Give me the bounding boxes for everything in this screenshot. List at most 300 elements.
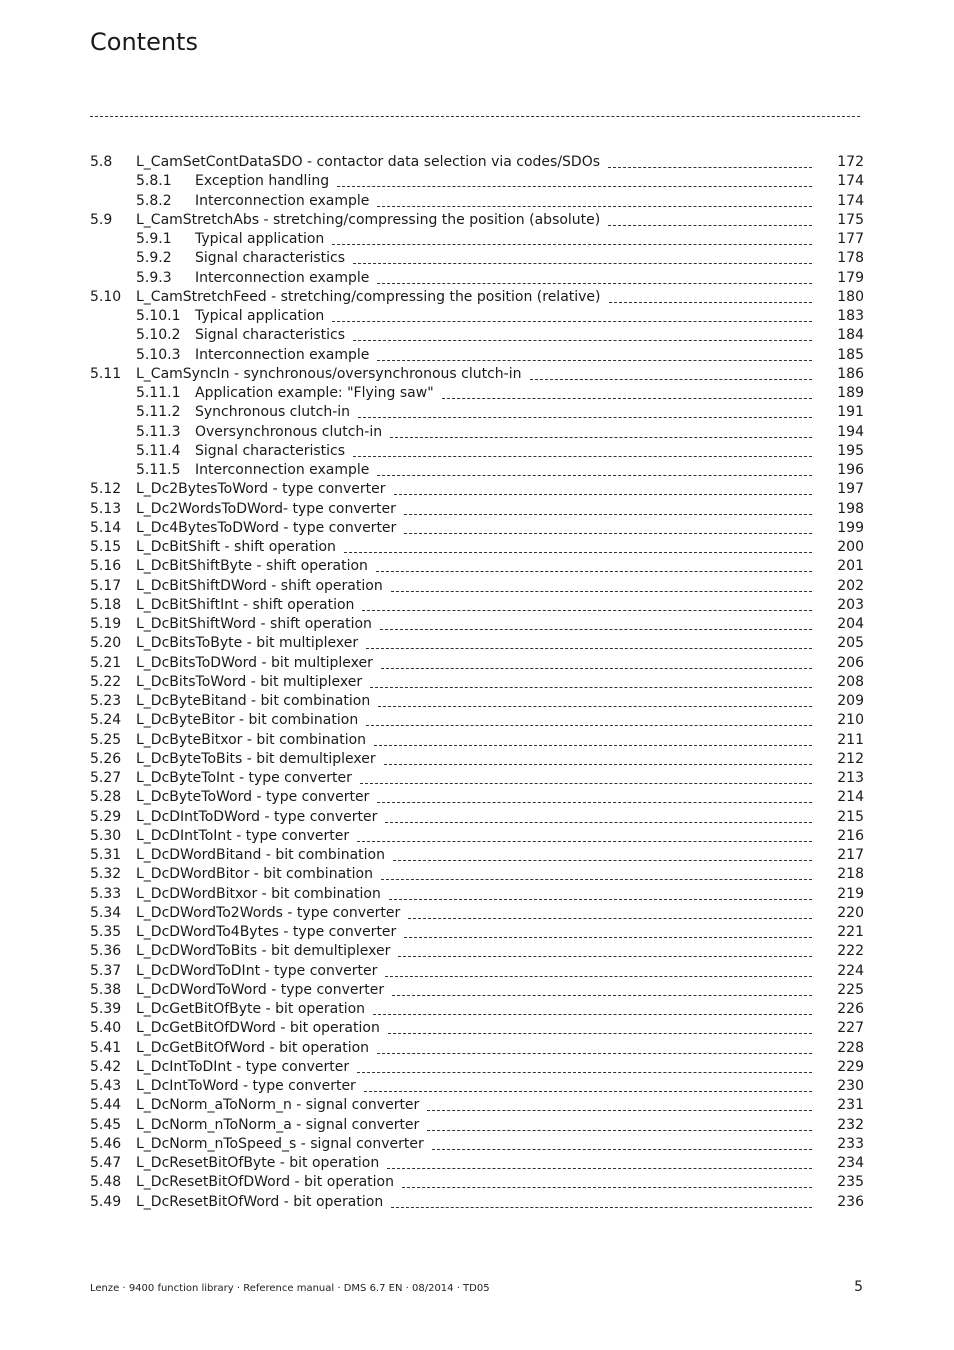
toc-entry-title[interactable]: Interconnection example xyxy=(195,192,377,211)
toc-entry-title[interactable]: L_DcIntToWord - type converter xyxy=(136,1077,364,1096)
toc-entry[interactable] xyxy=(90,288,864,307)
toc-entry-title[interactable]: L_DcByteBitxor - bit combination xyxy=(136,731,374,750)
toc-entry[interactable] xyxy=(90,1193,864,1212)
toc-entry[interactable] xyxy=(90,269,864,288)
toc-entry-title-wrap xyxy=(136,596,812,615)
toc-entry-title-wrap xyxy=(136,942,812,961)
toc-entry[interactable] xyxy=(90,1000,864,1019)
toc-entry-number: 5.13 xyxy=(90,500,122,517)
toc-entry-title[interactable]: L_DcResetBitOfDWord - bit operation xyxy=(136,1173,402,1192)
toc-entry-title-wrap xyxy=(136,615,812,634)
toc-entry-number: 5.29 xyxy=(90,808,122,825)
toc-dot-leader xyxy=(404,937,812,938)
toc-entry-number: 5.11.4 xyxy=(136,442,181,459)
toc-entry-page[interactable]: 213 xyxy=(837,770,864,786)
toc-entry-number: 5.26 xyxy=(90,750,122,767)
toc-entry[interactable] xyxy=(90,365,864,384)
toc-entry-number: 5.11.2 xyxy=(136,404,181,421)
toc-dot-leader xyxy=(427,1110,812,1111)
toc-entry-title[interactable]: L_DcDIntToInt - type converter xyxy=(136,827,357,846)
toc-entry[interactable] xyxy=(90,865,864,884)
toc-entry[interactable] xyxy=(90,1173,864,1192)
toc-entry-number: 5.34 xyxy=(90,904,122,921)
toc-entry-page[interactable]: 217 xyxy=(837,847,864,863)
toc-entry[interactable] xyxy=(90,153,864,172)
toc-entry-page[interactable]: 232 xyxy=(837,1116,864,1133)
toc-entry-title[interactable]: L_DcBitShiftDWord - shift operation xyxy=(136,577,391,596)
toc-entry-title[interactable]: L_DcDWordToBits - bit demultiplexer xyxy=(136,942,398,961)
toc-entry-page[interactable]: 177 xyxy=(837,231,864,247)
toc-dot-leader xyxy=(385,976,812,977)
toc-entry-title-wrap xyxy=(136,731,812,750)
toc-entry-title-wrap xyxy=(136,865,812,884)
toc-entry[interactable] xyxy=(90,654,864,673)
toc-dot-leader xyxy=(377,206,812,207)
toc-dot-leader xyxy=(353,456,812,457)
toc-entry-title[interactable]: L_DcBitShiftWord - shift operation xyxy=(136,615,380,634)
toc-entry[interactable] xyxy=(90,615,864,634)
toc-entry-number: 5.10 xyxy=(90,288,122,305)
toc-entry[interactable] xyxy=(90,846,864,865)
toc-entry-number: 5.46 xyxy=(90,1135,122,1152)
toc-entry-number: 5.14 xyxy=(90,519,122,536)
toc-entry-title-wrap xyxy=(195,442,812,461)
toc-entry-page[interactable]: 194 xyxy=(837,423,864,440)
toc-entry-number: 5.17 xyxy=(90,577,122,594)
toc-entry[interactable] xyxy=(90,750,864,769)
toc-entry-number: 5.12 xyxy=(90,481,122,498)
toc-entry-page[interactable]: 209 xyxy=(837,693,864,709)
toc-entry-page[interactable]: 184 xyxy=(837,327,864,344)
toc-entry[interactable] xyxy=(90,538,864,557)
toc-entry-title-wrap xyxy=(136,846,812,865)
toc-entry-title[interactable]: Synchronous clutch-in xyxy=(195,403,358,422)
toc-dot-leader xyxy=(377,802,812,803)
toc-entry-number: 5.15 xyxy=(90,539,122,555)
toc-entry-number: 5.16 xyxy=(90,558,122,575)
toc-entry-title[interactable]: L_CamSetContDataSDO - contactor data selection via codes/SDOs xyxy=(136,153,608,172)
toc-entry-number: 5.30 xyxy=(90,827,122,844)
title-divider xyxy=(90,116,860,117)
toc-entry[interactable] xyxy=(90,1039,864,1058)
toc-dot-leader xyxy=(393,860,812,861)
toc-entry-title[interactable]: L_DcBitsToWord - bit multiplexer xyxy=(136,673,370,692)
toc-entry-page[interactable]: 208 xyxy=(837,673,864,690)
toc-entry[interactable] xyxy=(90,596,864,615)
toc-entry-page[interactable]: 211 xyxy=(837,731,864,748)
toc-entry-number: 5.24 xyxy=(90,712,122,729)
toc-entry-title-wrap xyxy=(136,1173,812,1192)
toc-entry-page[interactable]: 225 xyxy=(837,981,864,998)
toc-entry-title-wrap xyxy=(136,634,812,653)
toc-entry-number: 5.11 xyxy=(90,365,122,382)
toc-entry[interactable] xyxy=(90,673,864,692)
toc-entry-title[interactable]: L_DcDWordToDInt - type converter xyxy=(136,962,385,981)
toc-entry[interactable] xyxy=(90,942,864,961)
toc-dot-leader xyxy=(609,302,812,303)
toc-entry[interactable] xyxy=(90,557,864,576)
toc-entry-title-wrap xyxy=(136,365,812,384)
toc-dot-leader xyxy=(377,360,812,361)
toc-entry-title[interactable]: L_DcGetBitOfDWord - bit operation xyxy=(136,1019,388,1038)
toc-entry-page[interactable]: 172 xyxy=(837,154,864,170)
toc-entry-page[interactable]: 235 xyxy=(837,1174,864,1191)
toc-dot-leader xyxy=(353,263,812,264)
toc-entry-title[interactable]: L_DcNorm_nToNorm_a - signal converter xyxy=(136,1116,427,1135)
toc-entry-page[interactable]: 224 xyxy=(837,962,864,979)
toc-entry-title-wrap xyxy=(136,1154,812,1173)
toc-entry-title[interactable]: L_DcDWordTo4Bytes - type converter xyxy=(136,923,404,942)
toc-entry-title[interactable]: L_DcDWordBitor - bit combination xyxy=(136,865,381,884)
toc-entry-title[interactable]: Exception handling xyxy=(195,172,337,191)
toc-entry-title-wrap xyxy=(136,1096,812,1115)
toc-entry-title-wrap xyxy=(195,249,812,268)
toc-entry-page[interactable]: 179 xyxy=(837,269,864,286)
toc-entry-title[interactable]: L_DcNorm_nToSpeed_s - signal converter xyxy=(136,1135,432,1154)
toc-entry-number: 5.37 xyxy=(90,962,122,979)
toc-entry[interactable] xyxy=(90,423,864,442)
toc-entry-page[interactable]: 206 xyxy=(837,654,864,671)
toc-entry-number: 5.48 xyxy=(90,1174,122,1191)
toc-entry-page[interactable]: 236 xyxy=(837,1193,864,1210)
page-title: Contents xyxy=(90,28,198,56)
toc-entry-title-wrap xyxy=(136,750,812,769)
toc-entry-page[interactable]: 227 xyxy=(837,1020,864,1037)
toc-entry-page[interactable]: 221 xyxy=(837,924,864,940)
toc-dot-leader xyxy=(608,225,812,226)
toc-entry[interactable] xyxy=(90,885,864,904)
toc-entry-page[interactable]: 231 xyxy=(837,1097,864,1114)
toc-entry-title[interactable]: Interconnection example xyxy=(195,461,377,480)
toc-entry-title-wrap xyxy=(136,1019,812,1038)
toc-entry[interactable] xyxy=(90,1116,864,1135)
toc-entry-page[interactable]: 191 xyxy=(837,404,864,421)
toc-dot-leader xyxy=(377,283,812,284)
toc-dot-leader xyxy=(387,1168,812,1169)
toc-entry-title[interactable]: L_CamSyncIn - synchronous/oversynchronous clutch-in xyxy=(136,365,530,384)
toc-dot-leader xyxy=(608,167,812,168)
toc-dot-leader xyxy=(377,1053,812,1054)
toc-entry-page[interactable]: 196 xyxy=(837,462,864,478)
toc-entry-page[interactable]: 215 xyxy=(837,808,864,825)
toc-entry-title-wrap xyxy=(195,384,812,403)
toc-entry[interactable] xyxy=(90,346,864,365)
toc-entry[interactable] xyxy=(90,326,864,345)
toc-entry-page[interactable]: 226 xyxy=(837,1001,864,1017)
toc-dot-leader xyxy=(398,956,812,957)
toc-entry[interactable] xyxy=(90,403,864,422)
toc-entry-page[interactable]: 174 xyxy=(837,173,864,190)
toc-entry-title-wrap xyxy=(136,827,812,846)
toc-entry-number: 5.43 xyxy=(90,1078,122,1094)
toc-dot-leader xyxy=(408,918,812,919)
toc-entry-title[interactable]: L_DcGetBitOfWord - bit operation xyxy=(136,1039,377,1058)
toc-entry-title-wrap xyxy=(136,692,812,711)
toc-entry[interactable] xyxy=(90,500,864,519)
toc-dot-leader xyxy=(384,764,812,765)
toc-entry-page[interactable]: 218 xyxy=(837,866,864,883)
toc-entry-page[interactable]: 233 xyxy=(837,1135,864,1152)
toc-entry-title[interactable]: L_DcDIntToDWord - type converter xyxy=(136,808,385,827)
toc-entry[interactable] xyxy=(90,211,864,230)
toc-entry-page[interactable]: 202 xyxy=(837,577,864,594)
toc-entry-page[interactable]: 228 xyxy=(837,1039,864,1056)
toc-dot-leader xyxy=(344,552,812,553)
toc-entry-number: 5.8.2 xyxy=(136,192,172,209)
toc-entry-title[interactable]: L_DcBitShift - shift operation xyxy=(136,538,344,557)
toc-entry-number: 5.8.1 xyxy=(136,173,172,190)
toc-entry-title-wrap xyxy=(195,461,812,480)
toc-entry[interactable] xyxy=(90,788,864,807)
toc-entry[interactable] xyxy=(90,1135,864,1154)
toc-entry[interactable] xyxy=(90,923,864,942)
toc-dot-leader xyxy=(385,822,812,823)
toc-dot-leader xyxy=(404,514,812,515)
toc-dot-leader xyxy=(427,1130,812,1131)
toc-entry-number: 5.35 xyxy=(90,924,122,940)
toc-entry-page[interactable]: 219 xyxy=(837,885,864,902)
toc-entry-page[interactable]: 199 xyxy=(837,519,864,536)
toc-entry-number: 5.28 xyxy=(90,789,122,806)
toc-dot-leader xyxy=(358,417,812,418)
toc-entry-title[interactable]: L_DcResetBitOfByte - bit operation xyxy=(136,1154,387,1173)
toc-entry-page[interactable]: 212 xyxy=(837,750,864,767)
toc-entry-page[interactable]: 203 xyxy=(837,596,864,613)
toc-entry[interactable] xyxy=(90,307,864,326)
toc-entry[interactable] xyxy=(90,230,864,249)
toc-dot-leader xyxy=(376,571,812,572)
toc-entry-title[interactable]: Signal characteristics xyxy=(195,442,353,461)
toc-entry-number: 5.27 xyxy=(90,770,122,786)
toc-entry-page[interactable]: 229 xyxy=(837,1058,864,1075)
toc-entry-number: 5.9.2 xyxy=(136,250,172,267)
toc-entry-number: 5.21 xyxy=(90,654,122,671)
toc-dot-leader xyxy=(370,687,812,688)
toc-dot-leader xyxy=(432,1149,812,1150)
toc-entry-title[interactable]: L_DcDWordBitxor - bit combination xyxy=(136,885,389,904)
toc-entry-title[interactable]: Application example: "Flying saw" xyxy=(195,384,442,403)
toc-entry[interactable] xyxy=(90,577,864,596)
toc-entry-number: 5.33 xyxy=(90,885,122,902)
toc-entry-title[interactable]: L_Dc4BytesToDWord - type converter xyxy=(136,519,404,538)
toc-entry[interactable] xyxy=(90,1154,864,1173)
toc-entry-title-wrap xyxy=(195,269,812,288)
toc-entry-page[interactable]: 214 xyxy=(837,789,864,806)
toc-entry-title-wrap xyxy=(136,1039,812,1058)
toc-entry-page[interactable]: 201 xyxy=(837,558,864,575)
toc-dot-leader xyxy=(357,841,812,842)
toc-entry-number: 5.10.2 xyxy=(136,327,181,344)
toc-entry-title[interactable]: L_DcBitsToDWord - bit multiplexer xyxy=(136,654,381,673)
toc-dot-leader xyxy=(388,1033,812,1034)
footer-page-number: 5 xyxy=(854,1279,863,1295)
toc-entry[interactable] xyxy=(90,461,864,480)
toc-entry-page[interactable]: 216 xyxy=(837,827,864,844)
toc-entry-title-wrap xyxy=(136,1116,812,1135)
toc-entry-title[interactable]: Oversynchronous clutch-in xyxy=(195,423,390,442)
toc-entry[interactable] xyxy=(90,808,864,827)
toc-entry-page[interactable]: 183 xyxy=(837,308,864,324)
toc-entry-number: 5.42 xyxy=(90,1058,122,1075)
toc-entry[interactable] xyxy=(90,769,864,788)
toc-entry-title-wrap xyxy=(136,211,812,230)
toc-entry-page[interactable]: 204 xyxy=(837,616,864,632)
toc-entry-title-wrap xyxy=(136,923,812,942)
toc-entry-title-wrap xyxy=(195,307,812,326)
toc-dot-leader xyxy=(530,379,813,380)
toc-entry-number: 5.45 xyxy=(90,1116,122,1133)
toc-entry-page[interactable]: 195 xyxy=(837,442,864,459)
toc-entry-title[interactable]: Interconnection example xyxy=(195,269,377,288)
toc-entry-page[interactable]: 185 xyxy=(837,346,864,363)
toc-entry-number: 5.11.3 xyxy=(136,423,181,440)
toc-entry-title-wrap xyxy=(136,904,812,923)
toc-entry-page[interactable]: 175 xyxy=(837,211,864,228)
toc-entry-number: 5.9.1 xyxy=(136,231,172,247)
toc-entry-number: 5.10.3 xyxy=(136,346,181,363)
toc-entry[interactable] xyxy=(90,192,864,211)
toc-entry[interactable] xyxy=(90,172,864,191)
toc-entry-number: 5.11.5 xyxy=(136,462,181,478)
toc-entry-number: 5.9 xyxy=(90,211,113,228)
toc-entry-page[interactable]: 189 xyxy=(837,385,864,401)
toc-entry-title-wrap xyxy=(136,962,812,981)
toc-dot-leader xyxy=(364,1091,812,1092)
toc-entry-number: 5.38 xyxy=(90,981,122,998)
toc-entry-number: 5.25 xyxy=(90,731,122,748)
toc-dot-leader xyxy=(389,899,812,900)
toc-entry[interactable] xyxy=(90,1019,864,1038)
toc-entry-page[interactable]: 198 xyxy=(837,500,864,517)
toc-entry-title[interactable]: L_CamStretchFeed - stretching/compressing the position (relative) xyxy=(136,288,609,307)
toc-entry-title[interactable]: Signal characteristics xyxy=(195,326,353,345)
toc-entry-title-wrap xyxy=(195,423,812,442)
toc-entry-page[interactable]: 200 xyxy=(837,539,864,555)
toc-entry[interactable] xyxy=(90,731,864,750)
toc-entry[interactable] xyxy=(90,519,864,538)
toc-entry-title[interactable]: L_DcResetBitOfWord - bit operation xyxy=(136,1193,391,1212)
toc-entry-number: 5.39 xyxy=(90,1001,122,1017)
toc-entry-title[interactable]: Signal characteristics xyxy=(195,249,353,268)
toc-dot-leader xyxy=(366,725,812,726)
toc-entry-number: 5.36 xyxy=(90,943,122,960)
toc-entry-title[interactable]: L_Dc2BytesToWord - type converter xyxy=(136,480,394,499)
toc-entry[interactable] xyxy=(90,442,864,461)
toc-entry-title-wrap xyxy=(136,1193,812,1212)
toc-entry-title[interactable]: L_DcByteBitand - bit combination xyxy=(136,692,378,711)
toc-entry-page[interactable]: 210 xyxy=(837,712,864,729)
toc-entry[interactable] xyxy=(90,711,864,730)
toc-dot-leader xyxy=(392,995,812,996)
toc-entry-page[interactable]: 230 xyxy=(837,1078,864,1094)
toc-entry-title[interactable]: L_Dc2WordsToDWord- type converter xyxy=(136,500,404,519)
toc-dot-leader xyxy=(374,745,812,746)
toc-entry-title-wrap xyxy=(136,480,812,499)
toc-entry[interactable] xyxy=(90,692,864,711)
toc-dot-leader xyxy=(391,1207,812,1208)
toc-entry-title[interactable]: Typical application xyxy=(195,230,332,249)
footer-document-info: Lenze · 9400 function library · Reference manual · DMS 6.7 EN · 08/2014 · TD05 xyxy=(90,1283,490,1294)
toc-entry-title-wrap xyxy=(195,230,812,249)
toc-entry-title-wrap xyxy=(136,808,812,827)
toc-entry-number: 5.47 xyxy=(90,1155,122,1171)
toc-entry-title[interactable]: L_CamStretchAbs - stretching/compressing the position (absolute) xyxy=(136,211,608,230)
toc-entry-title-wrap xyxy=(136,1135,812,1154)
toc-entry[interactable] xyxy=(90,1096,864,1115)
toc-entry-title[interactable]: L_DcDWordTo2Words - type converter xyxy=(136,904,408,923)
toc-entry[interactable] xyxy=(90,1058,864,1077)
toc-entry-number: 5.44 xyxy=(90,1097,122,1114)
toc-entry-title-wrap xyxy=(136,769,812,788)
toc-entry-title[interactable]: L_DcBitsToByte - bit multiplexer xyxy=(136,634,366,653)
toc-entry-page[interactable]: 222 xyxy=(837,943,864,960)
toc-entry-title-wrap xyxy=(195,326,812,345)
toc-entry-page[interactable]: 174 xyxy=(837,192,864,209)
toc-entry-number: 5.23 xyxy=(90,693,122,709)
toc-entry-title-wrap xyxy=(195,346,812,365)
toc-entry-title[interactable]: L_DcNorm_aToNorm_n - signal converter xyxy=(136,1096,427,1115)
toc-entry-title[interactable]: L_DcGetBitOfByte - bit operation xyxy=(136,1000,373,1019)
toc-dot-leader xyxy=(380,629,812,630)
toc-entry-title[interactable]: L_DcByteToInt - type converter xyxy=(136,769,360,788)
toc-entry-title[interactable]: L_DcBitShiftInt - shift operation xyxy=(136,596,362,615)
toc-dot-leader xyxy=(402,1187,812,1188)
toc-entry[interactable] xyxy=(90,249,864,268)
toc-dot-leader xyxy=(391,591,812,592)
toc-entry[interactable] xyxy=(90,962,864,981)
toc-entry[interactable] xyxy=(90,827,864,846)
toc-entry-title[interactable]: Typical application xyxy=(195,307,332,326)
toc-entry[interactable] xyxy=(90,480,864,499)
toc-entry-number: 5.49 xyxy=(90,1193,122,1210)
toc-entry[interactable] xyxy=(90,384,864,403)
toc-entry-number: 5.19 xyxy=(90,616,122,632)
toc-dot-leader xyxy=(357,1072,812,1073)
toc-entry-page[interactable]: 180 xyxy=(837,288,864,305)
toc-entry-number: 5.31 xyxy=(90,847,122,863)
toc-entry-title[interactable]: L_DcByteBitor - bit combination xyxy=(136,711,366,730)
toc-entry-title-wrap xyxy=(136,654,812,673)
toc-entry[interactable] xyxy=(90,904,864,923)
toc-entry-title-wrap xyxy=(136,1077,812,1096)
toc-entry-page[interactable]: 186 xyxy=(837,365,864,382)
toc-entry-title[interactable]: L_DcDWordBitand - bit combination xyxy=(136,846,393,865)
toc-dot-leader xyxy=(332,321,812,322)
toc-dot-leader xyxy=(390,437,812,438)
toc-entry[interactable] xyxy=(90,634,864,653)
toc-entry-title[interactable]: L_DcBitShiftByte - shift operation xyxy=(136,557,376,576)
toc-entry-title[interactable]: L_DcByteToBits - bit demultiplexer xyxy=(136,750,384,769)
toc-entry-page[interactable]: 178 xyxy=(837,250,864,267)
toc-entry-number: 5.22 xyxy=(90,673,122,690)
toc-entry-title-wrap xyxy=(195,403,812,422)
toc-entry-page[interactable]: 220 xyxy=(837,904,864,921)
toc-entry-title[interactable]: Interconnection example xyxy=(195,346,377,365)
toc-entry-page[interactable]: 197 xyxy=(837,481,864,498)
toc-entry-title[interactable]: L_DcByteToWord - type converter xyxy=(136,788,377,807)
toc-entry-page[interactable]: 205 xyxy=(837,635,864,652)
toc-entry-title[interactable]: L_DcDWordToWord - type converter xyxy=(136,981,392,1000)
toc-entry-title-wrap xyxy=(136,577,812,596)
toc-entry-title-wrap xyxy=(136,153,812,172)
toc-entry-title[interactable]: L_DcIntToDInt - type converter xyxy=(136,1058,357,1077)
toc-entry-page[interactable]: 234 xyxy=(837,1155,864,1171)
toc-entry[interactable] xyxy=(90,1077,864,1096)
toc-entry-title-wrap xyxy=(136,500,812,519)
toc-dot-leader xyxy=(360,783,812,784)
toc-entry[interactable] xyxy=(90,981,864,1000)
table-of-contents xyxy=(90,153,864,1212)
